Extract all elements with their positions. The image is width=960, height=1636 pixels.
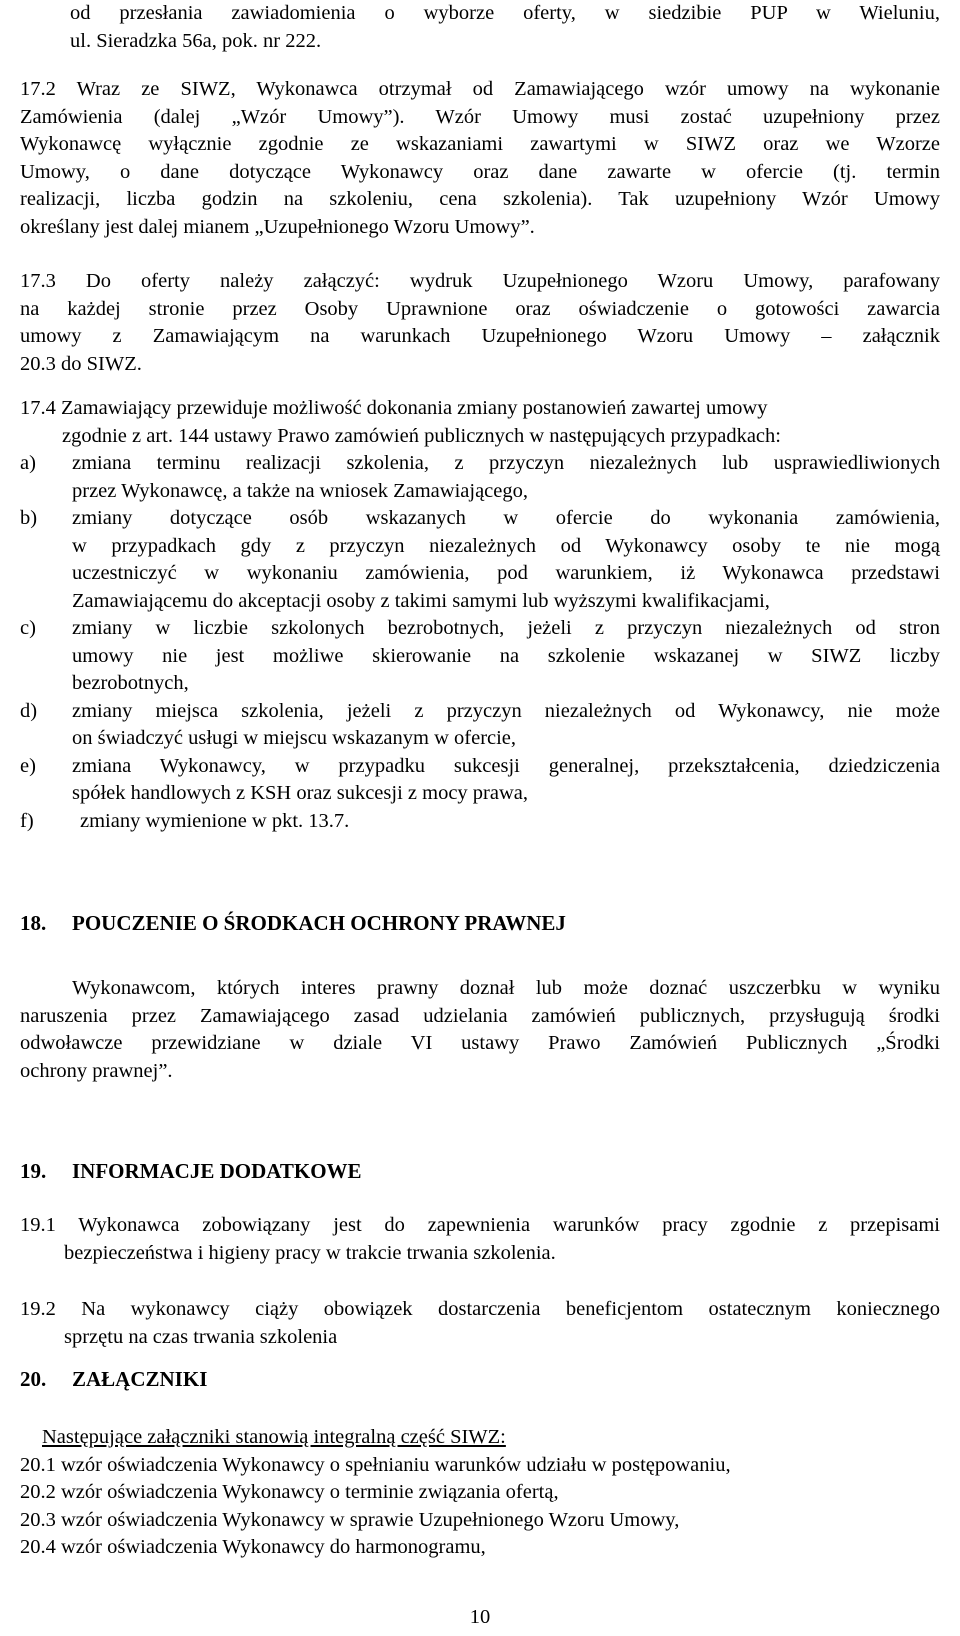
text-line: zmiany w liczbie szkolonych bezrobotnych, jeżeli z przyczyn niezależnych od stron [72, 617, 940, 639]
section-title: ZAŁĄCZNIKI [72, 1367, 208, 1391]
list-item [20, 505, 940, 615]
text-line: przez Wykonawcę, a także na wniosek Zamawiającego, [72, 479, 528, 502]
attachments-list [20, 1424, 940, 1562]
list-item [20, 615, 940, 698]
list-item-letter: a) [20, 452, 36, 474]
text-line: Umowy, o dane dotyczące Wykonawcy oraz dane zawarte w ofercie (tj. termin [20, 160, 940, 183]
text-line: zgodnie z art. 144 ustawy Prawo zamówień publicznych w następujących przypadkach: [62, 424, 781, 447]
text-line: 17.3 Do oferty należy załączyć: wydruk Uzupełnionego Wzoru Umowy, parafowany [20, 270, 940, 292]
list-17-4 [20, 450, 940, 835]
list-item [20, 698, 940, 753]
attachments-intro: Następujące załączniki stanowią integralną część SIWZ: [42, 1426, 506, 1448]
text-line: Wykonawcę wyłącznie zgodnie ze wskazaniami zawartymi w SIWZ oraz we Wzorze [20, 133, 940, 155]
text-line: sprzętu na czas trwania szkolenia [64, 1325, 338, 1348]
section-heading-18 [20, 910, 566, 938]
text-line: realizacji, liczba godzin na szkoleniu, cena szkolenia). Tak uzupełniony Wzór Umowy [20, 188, 940, 210]
list-item-letter: e) [20, 754, 36, 777]
text-line: spółek handlowych z KSH oraz sukcesji z mocy prawa, [72, 782, 528, 804]
section-number: 20. [20, 1367, 47, 1391]
text-line: bezpieczeństwa i higieny pracy w trakcie trwania szkolenia. [64, 1241, 556, 1264]
section-number: 18. [20, 911, 47, 935]
section-heading-19 [20, 1158, 362, 1186]
text-line: zmiany dotyczące osób wskazanych w ofercie do wykonania zamówienia, [72, 507, 940, 529]
paragraph-19-1 [20, 1212, 940, 1267]
text-line: Zamówienia (dalej „Wzór Umowy”). Wzór Umowy musi zostać uzupełniony przez [20, 105, 940, 128]
text-line: umowy nie jest możliwe skierowanie na szkolenie wskazanej w SIWZ liczby [72, 644, 940, 667]
paragraph-17-4 [20, 395, 940, 450]
text-line: zmiany wymienione w pkt. 13.7. [80, 809, 350, 832]
text-line: w przypadkach gdy z przyczyn niezależnych od Wykonawcy osoby te nie mogą [72, 534, 940, 557]
text-line: 17.2 Wraz ze SIWZ, Wykonawca otrzymał od Zamawiającego wzór umowy na wykonanie [20, 78, 940, 100]
text-line: określany jest dalej mianem „Uzupełnionego Wzoru Umowy”. [20, 215, 535, 238]
text-line: on świadczyć usługi w miejscu wskazanym w ofercie, [72, 727, 517, 749]
text-line: 20.3 do SIWZ. [20, 352, 142, 375]
text-line: ul. Sieradzka 56a, pok. nr 222. [70, 29, 322, 52]
list-item [20, 450, 940, 505]
paragraph-19-2 [20, 1296, 940, 1351]
page-number: 10 [469, 1606, 491, 1628]
attachment-item: 20.1 wzór oświadczenia Wykonawcy o spełnianiu warunków udziału w postępowaniu, [20, 1453, 731, 1476]
text-line: 17.4 Zamawiający przewiduje możliwość dokonania zmiany postanowień zawartej umowy [20, 397, 768, 419]
text-line: odwoławcze przewidziane w dziale VI ustawy Prawo Zamówień Publicznych „Środki [20, 1032, 940, 1054]
text-line: zmiany miejsca szkolenia, jeżeli z przyczyn niezależnych od Wykonawcy, nie może [72, 699, 940, 722]
list-item [20, 808, 940, 836]
section-title: POUCZENIE O ŚRODKACH OCHRONY PRAWNEJ [72, 911, 566, 935]
list-item-letter: f) [20, 809, 34, 832]
text-line: na każdej stronie przez Osoby Uprawnione oraz oświadczenie o gotowości zawarcia [20, 297, 940, 320]
text-line: uczestniczyć w wykonaniu zamówienia, pod warunkiem, iż Wykonawca przedstawi [72, 562, 940, 584]
attachment-item: 20.3 wzór oświadczenia Wykonawcy w sprawie Uzupełnionego Wzoru Umowy, [20, 1508, 680, 1531]
text-line: 19.1 Wykonawca zobowiązany jest do zapewnienia warunków pracy zgodnie z przepisami [20, 1214, 940, 1236]
paragraph-continuation [20, 0, 940, 55]
text-line: 19.2 Na wykonawcy ciąży obowiązek dostarczenia beneficjentom ostatecznym koniecznego [20, 1298, 940, 1320]
text-line: Wykonawcom, których interes prawny doznał lub może doznać uszczerbku w wyniku [72, 977, 940, 999]
list-item-letter: b) [20, 507, 38, 529]
list-item-letter: c) [20, 617, 36, 639]
text-line: od przesłania zawiadomienia o wyborze oferty, w siedzibie PUP w Wieluniu, [70, 2, 940, 24]
section-heading-20 [20, 1366, 207, 1394]
paragraph-18 [20, 975, 940, 1085]
text-line: Zamawiającemu do akceptacji osoby z takimi samymi lub wyższymi kwalifikacjami, [72, 589, 770, 612]
list-item [20, 753, 940, 808]
text-line: zmiana Wykonawcy, w przypadku sukcesji generalnej, przekształcenia, dziedziczenia [72, 754, 940, 777]
list-item-letter: d) [20, 699, 38, 722]
text-line: ochrony prawnej”. [20, 1059, 173, 1082]
attachment-item: 20.4 wzór oświadczenia Wykonawcy do harmonogramu, [20, 1536, 486, 1558]
text-line: bezrobotnych, [72, 672, 189, 694]
text-line: umowy z Zamawiającym na warunkach Uzupełnionego Wzoru Umowy – załącznik [20, 325, 940, 347]
attachment-item: 20.2 wzór oświadczenia Wykonawcy o terminie związania ofertą, [20, 1481, 559, 1503]
section-title: INFORMACJE DODATKOWE [72, 1159, 362, 1183]
paragraph-17-2 [20, 76, 940, 241]
section-number: 19. [20, 1159, 47, 1183]
text-line: zmiana terminu realizacji szkolenia, z przyczyn niezależnych lub usprawiedliwionych [72, 452, 940, 474]
paragraph-17-3 [20, 268, 940, 378]
text-line: naruszenia przez Zamawiającego zasad udzielania zamówień publicznych, przysługują środki [20, 1004, 940, 1027]
